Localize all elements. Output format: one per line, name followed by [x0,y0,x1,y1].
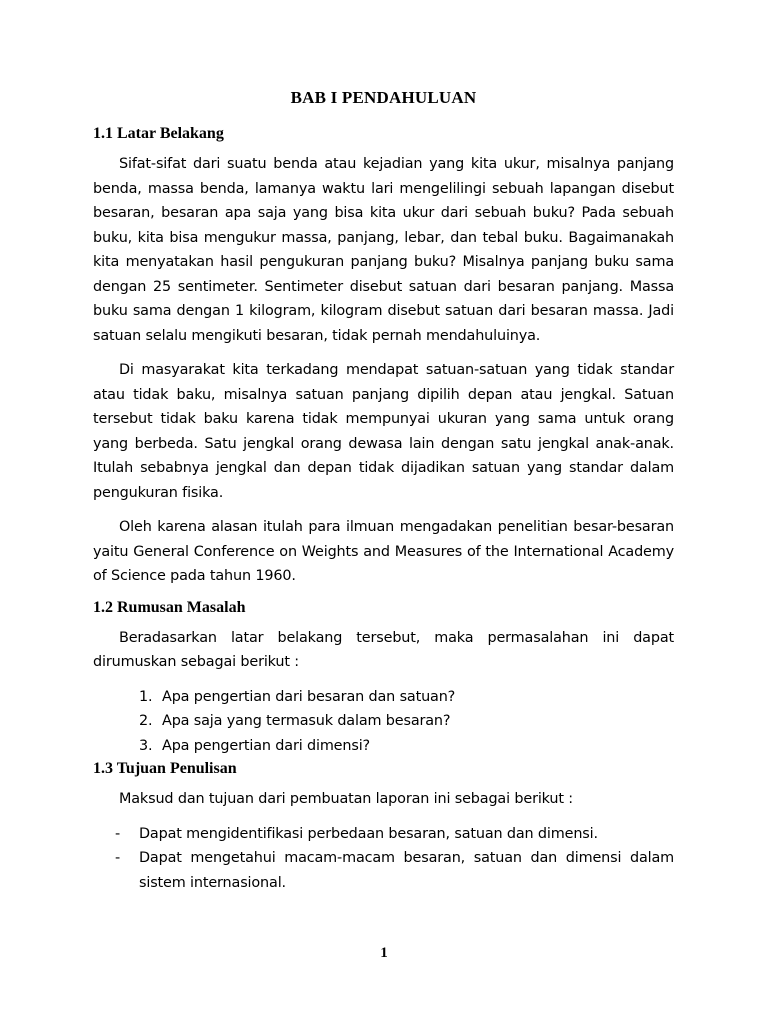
paragraph: Oleh karena alasan itulah para ilmuan mengadakan penelitian besar-besaran yaitu General Conference on Weights and Measures of the International Academy of Science pada tahun 1960. [93,519,674,584]
list-item-text: Dapat mengetahui macam-macam besaran, satuan dan dimensi dalam sistem internasional. [139,850,674,891]
paragraph: Sifat-sifat dari suatu benda atau kejadian yang kita ukur, misalnya panjang benda, massa benda, lamanya waktu lari mengelilingi sebuah lapangan disebut besaran, besaran apa saja yang bisa kita ukur dari sebuah buku? Pada sebuah buku, kita bisa mengukur massa, panjang, lebar, dan tebal buku. Bagaimanakah kita menyatakan hasil pengukuran panjang buku? Misalnya panjang buku sama dengan 25 sentimeter. Sentimeter disebut satuan dari besaran panjang. Massa buku sama dengan 1 kilogram, kilogram disebut satuan dari besaran massa. Jadi satuan selalu mengikuti besaran, tidak pernah mendahuluinya. [93,156,674,344]
section-latar-belakang [93,125,674,589]
list-item [93,709,674,734]
list-item-text: Apa saja yang termasuk dalam besaran? [162,713,451,729]
paragraph: Maksud dan tujuan dari pembuatan laporan ini sebagai berikut : [119,791,574,807]
list-number: 1. [139,688,153,705]
list-item [93,846,674,895]
list-item [93,685,674,710]
section-rumusan-masalah [93,599,674,759]
chapter-title: BAB I PENDAHULUAN [290,88,477,107]
numbered-list [93,685,674,759]
list-item-text: Apa pengertian dari besaran dan satuan? [162,688,456,705]
section-heading-latar-belakang: 1.1 Latar Belakang [93,125,224,142]
section-heading-tujuan-penulisan: 1.3 Tujuan Penulisan [93,760,237,777]
bullet-list [93,822,674,896]
section-tujuan-penulisan [93,760,674,895]
paragraph: Di masyarakat kita terkadang mendapat satuan-satuan yang tidak standar atau tidak baku, misalnya satuan panjang dipilih depan atau jengkal. Satuan tersebut tidak baku karena tidak mempunyai ukuran yang sama untuk orang yang berbeda. Satu jengkal orang dewasa lain dengan satu jengkal anak-anak. Itulah sebabnya jengkal dan depan tidak dijadikan satuan yang standar dalam pengukuran fisika. [93,362,674,501]
list-item-text: Apa pengertian dari dimensi? [162,737,371,754]
list-number: 3. [139,737,153,754]
page-number: 1 [380,945,388,961]
section-heading-rumusan-masalah: 1.2 Rumusan Masalah [93,598,246,616]
list-number: 2. [139,713,153,729]
dash-bullet: - [115,825,121,842]
list-item [93,734,674,759]
dash-bullet: - [115,850,121,866]
list-item [93,822,674,847]
paragraph: Beradasarkan latar belakang tersebut, maka permasalahan ini dapat dirumuskan sebagai berikut : [93,629,674,670]
list-item-text: Dapat mengidentifikasi perbedaan besaran, satuan dan dimensi. [139,825,598,842]
